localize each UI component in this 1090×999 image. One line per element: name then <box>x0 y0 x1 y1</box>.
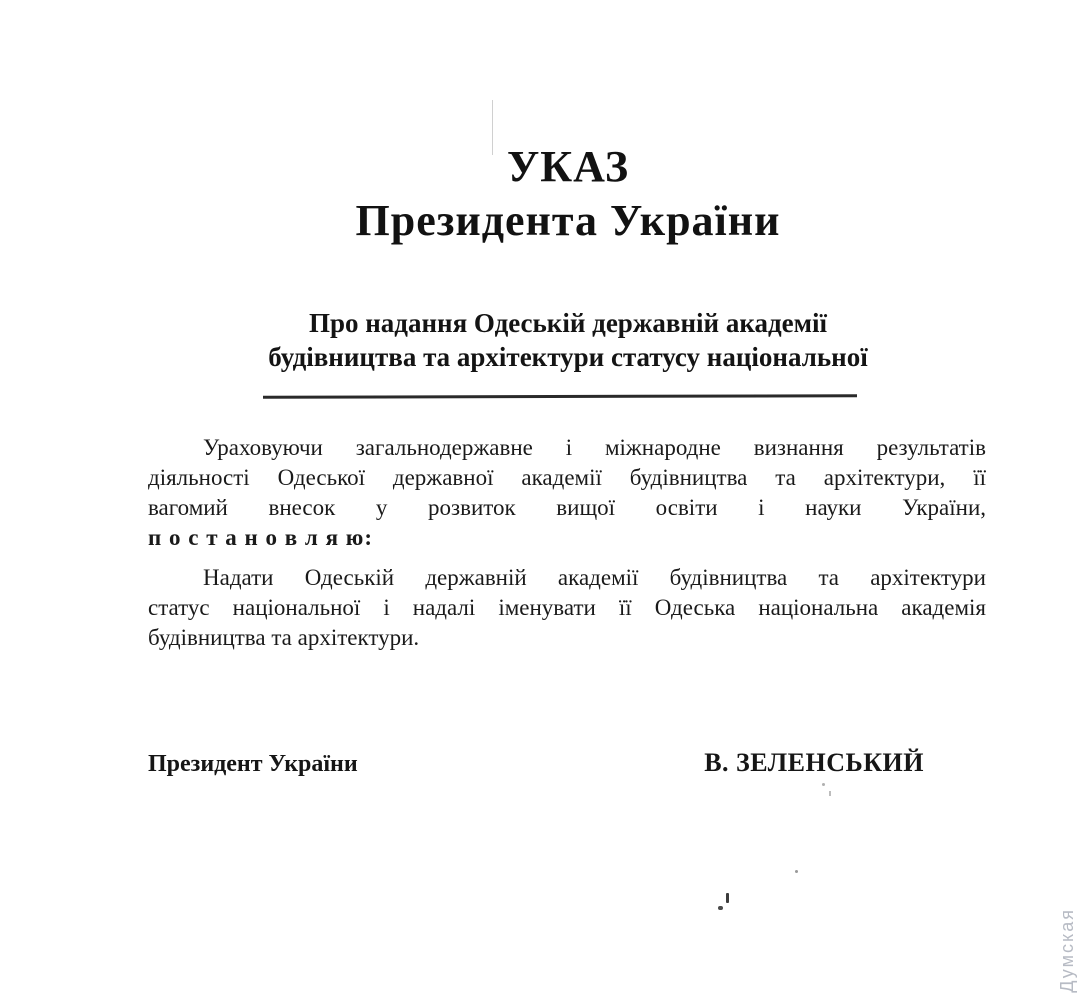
paragraph-line: статус національної і надалі іменувати її Одеська національна академія <box>148 595 986 620</box>
scan-artifact-mark <box>726 893 729 903</box>
resolve-word: п о с т а н о в л я ю: <box>148 525 374 550</box>
paragraph-line: Надати Одеській державній академії будівництва та архітектури <box>203 565 986 590</box>
scan-artifact-mark <box>718 906 723 910</box>
signature-row <box>148 748 986 778</box>
watermark: Думская <box>1057 908 1077 993</box>
scan-artifact-speck <box>822 783 825 786</box>
subject-divider-rule <box>263 394 857 399</box>
document-subject <box>148 306 988 374</box>
subject-line-2: будівництва та архітектури статусу національної <box>268 342 868 372</box>
document-kind: УКАЗ <box>506 142 630 191</box>
signer-title: Президент України <box>148 751 358 777</box>
document-issuer: Президента України <box>355 196 781 245</box>
paragraph-line: будівництва та архітектури. <box>148 625 420 650</box>
document-title <box>148 140 988 248</box>
scan-artifact-speck <box>795 870 798 873</box>
paragraph-line: Ураховуючи загальнодержавне і міжнародне визнання результатів <box>203 435 986 460</box>
body-paragraph-resolution <box>148 563 986 653</box>
paragraph-line: діяльності Одеської державної академії будівництва та архітектури, її <box>148 465 986 490</box>
body-paragraph-preamble <box>148 433 986 553</box>
scan-artifact-speck <box>829 791 831 796</box>
subject-line-1: Про надання Одеській державній академії <box>308 308 828 338</box>
paragraph-line: вагомий внесок у розвиток вищої освіти і науки України, <box>148 495 986 520</box>
signer-name: В. ЗЕЛЕНСЬКИЙ <box>704 748 924 777</box>
